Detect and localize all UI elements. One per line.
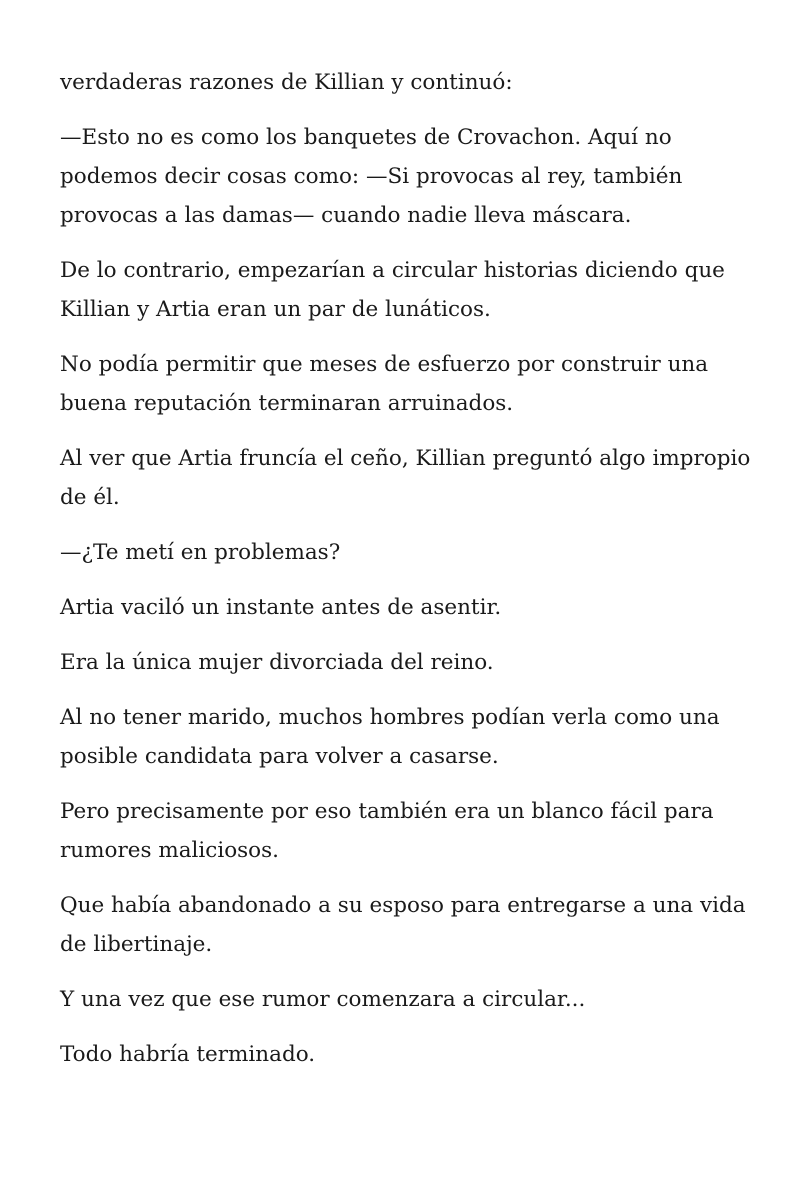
paragraph-1: verdaderas razones de Killian y continuó:: [60, 70, 513, 95]
paragraph-4: No podía permitir que meses de esfuerzo por construir una buena reputación terminaran arruinados.: [60, 352, 709, 416]
paragraph-7: Artia vaciló un instante antes de asentir.: [60, 595, 502, 620]
paragraph-5: Al ver que Artia fruncía el ceño, Killian preguntó algo impropio de él.: [60, 446, 751, 510]
paragraph-11: Que había abandonado a su esposo para entregarse a una vida de libertinaje.: [60, 893, 746, 957]
paragraph-3: De lo contrario, empezarían a circular historias diciendo que Killian y Artia eran un par de lunáticos.: [60, 258, 725, 322]
paragraph-8: Era la única mujer divorciada del reino.: [60, 650, 494, 675]
paragraph-6: —¿Te metí en problemas?: [60, 540, 341, 565]
reading-page: [60, 63, 760, 1090]
paragraph-9: Al no tener marido, muchos hombres podían verla como una posible candidata para volver a casarse.: [60, 705, 720, 769]
paragraph-2: —Esto no es como los banquetes de Crovachon. Aquí no podemos decir cosas como: —Si provocas al rey, también provocas a las damas— cuando nadie lleva máscara.: [60, 125, 683, 228]
paragraph-10: Pero precisamente por eso también era un blanco fácil para rumores maliciosos.: [60, 799, 714, 863]
paragraph-12: Y una vez que ese rumor comenzara a circular...: [60, 987, 586, 1012]
paragraph-13: Todo habría terminado.: [60, 1042, 316, 1067]
